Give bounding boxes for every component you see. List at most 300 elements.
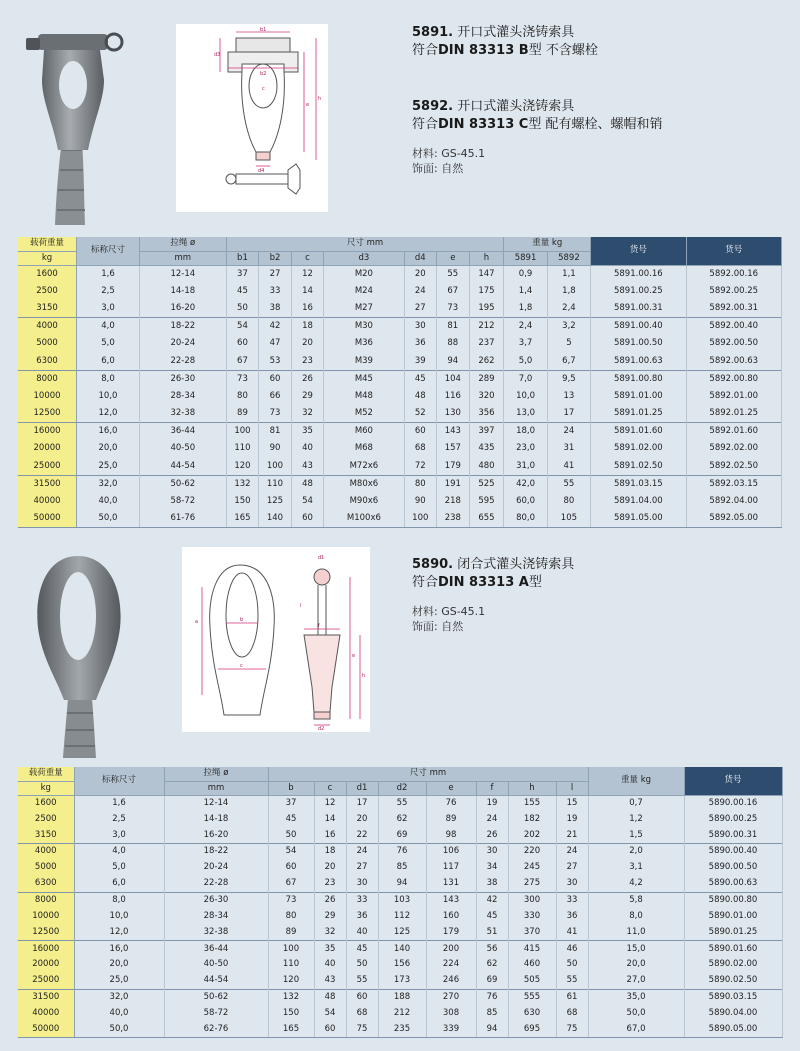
table-row <box>18 973 782 989</box>
table-cell: 2,5 <box>74 811 164 827</box>
header-rope-unit: mm <box>139 251 226 265</box>
table-cell: 40 <box>346 925 378 941</box>
table-cell: 20,0 <box>77 440 140 458</box>
table-cell: 50 <box>226 300 259 318</box>
table-cell-load: 3150 <box>18 300 77 318</box>
table-cell: 62 <box>378 811 426 827</box>
table-cell: 143 <box>437 423 470 441</box>
table-cell-load: 20000 <box>18 957 74 973</box>
table-cell: 16 <box>291 300 324 318</box>
table-cell-load: 8000 <box>18 370 77 388</box>
table-cell: 173 <box>378 973 426 989</box>
table-cell: 397 <box>469 423 504 441</box>
table-cell-load: 12500 <box>18 925 74 941</box>
table-row <box>18 458 782 476</box>
table-cell: 23,0 <box>504 440 547 458</box>
table-cell: 45 <box>404 370 437 388</box>
table-cell: 18 <box>314 844 346 860</box>
table-cell: 655 <box>469 510 504 528</box>
table-cell: 41 <box>547 458 590 476</box>
table-cell: 5892.04.00 <box>686 493 781 511</box>
product-title-5890: 5890. 闭合式灌头浇铸索具 <box>412 557 575 572</box>
table-cell: 22-28 <box>139 353 226 371</box>
table-cell: 630 <box>508 1005 556 1021</box>
table-cell: 40,0 <box>74 1005 164 1021</box>
table-cell: 125 <box>378 925 426 941</box>
table-cell: 200 <box>426 941 476 957</box>
table-cell: 308 <box>426 1005 476 1021</box>
header-rope-unit: mm <box>164 781 268 795</box>
table-cell: 157 <box>437 440 470 458</box>
table-cell: 5891.01.00 <box>591 388 686 406</box>
table-cell: 12-14 <box>164 795 268 811</box>
table-cell: 33 <box>556 892 588 908</box>
table-cell: 5890.00.16 <box>684 795 782 811</box>
table-cell: 14 <box>291 283 324 301</box>
table-cell: 26 <box>314 892 346 908</box>
table-cell: 5892.01.60 <box>686 423 781 441</box>
table-cell: 54 <box>268 844 314 860</box>
table-cell: 32,0 <box>74 989 164 1005</box>
table-cell: 48 <box>404 388 437 406</box>
table-cell: 120 <box>226 458 259 476</box>
table-cell: 16,0 <box>74 941 164 957</box>
table-cell: 5891.01.25 <box>591 405 686 423</box>
table-cell: 68 <box>556 1005 588 1021</box>
table-cell: 5890.00.63 <box>684 876 782 892</box>
table-cell: 61-76 <box>139 510 226 528</box>
table-cell: 20 <box>291 335 324 353</box>
table-cell: 56 <box>476 941 508 957</box>
table-cell-load: 5000 <box>18 335 77 353</box>
table-cell: 195 <box>469 300 504 318</box>
table-cell: 40,0 <box>77 493 140 511</box>
table-cell: 1,4 <box>504 283 547 301</box>
product-photo-5890 <box>20 548 135 758</box>
header-dim-e: e <box>437 251 470 265</box>
spec-table-5890 <box>18 767 783 1038</box>
table-cell: 40 <box>314 957 346 973</box>
table-cell-load: 10000 <box>18 388 77 406</box>
table-row <box>18 370 782 388</box>
material-text: 材料: GS-45.1 <box>412 147 486 160</box>
drawing-label-b: b <box>240 617 244 623</box>
table-cell: 10,0 <box>77 388 140 406</box>
table-cell: 21 <box>556 827 588 843</box>
table-cell-load: 31500 <box>18 475 77 493</box>
table-cell: 26 <box>291 370 324 388</box>
table-cell: 94 <box>476 1022 508 1038</box>
table-cell: 66 <box>259 388 292 406</box>
table-cell: 100 <box>226 423 259 441</box>
table-cell: 69 <box>476 973 508 989</box>
table-cell: 9,5 <box>547 370 590 388</box>
table-cell: 104 <box>437 370 470 388</box>
table-cell: 50,0 <box>74 1022 164 1038</box>
table-cell: 224 <box>426 957 476 973</box>
header-dimensions: 尺寸 mm <box>226 237 504 251</box>
table-cell: 75 <box>556 1022 588 1038</box>
table-cell: 106 <box>426 844 476 860</box>
table-cell: 5,0 <box>77 335 140 353</box>
table-cell: 132 <box>268 989 314 1005</box>
table-cell: 90 <box>259 440 292 458</box>
table-cell: 20 <box>346 811 378 827</box>
table-cell: 5891.00.80 <box>591 370 686 388</box>
table-cell: 50,0 <box>77 510 140 528</box>
table-cell: 5891.04.00 <box>591 493 686 511</box>
product-standard-5890: 符合DIN 83313 A型 <box>412 575 542 590</box>
table-cell: 182 <box>508 811 556 827</box>
table-cell: 72 <box>404 458 437 476</box>
table-cell: 27 <box>404 300 437 318</box>
table-cell: 202 <box>508 827 556 843</box>
table-cell: 5892.00.50 <box>686 335 781 353</box>
table-cell: 76 <box>378 844 426 860</box>
drawing-label-a: a <box>195 619 199 625</box>
table-cell: 62-76 <box>164 1022 268 1038</box>
header-load: 载荷重量 <box>18 767 74 781</box>
technical-drawing-5891-5892 <box>176 24 328 212</box>
table-cell: 20-24 <box>164 860 268 876</box>
table-cell: 80 <box>404 475 437 493</box>
table-cell: 26-30 <box>139 370 226 388</box>
table-cell: 19 <box>476 795 508 811</box>
table-cell: 5892.01.25 <box>686 405 781 423</box>
table-cell: 24 <box>476 811 508 827</box>
table-cell: 5891.00.63 <box>591 353 686 371</box>
table-cell: 33 <box>259 283 292 301</box>
table-cell: 67,0 <box>588 1022 684 1038</box>
drawing-label-e: e <box>352 653 356 659</box>
table-cell: 98 <box>426 827 476 843</box>
table-row <box>18 353 782 371</box>
table-cell: 80 <box>268 908 314 924</box>
table-cell: 191 <box>437 475 470 493</box>
table-cell: 10,0 <box>504 388 547 406</box>
table-cell: 370 <box>508 925 556 941</box>
table-cell: 505 <box>508 973 556 989</box>
table-cell: 81 <box>437 318 470 336</box>
table-cell: 110 <box>259 475 292 493</box>
table-cell: 40 <box>291 440 324 458</box>
table-cell: 89 <box>426 811 476 827</box>
table-cell: 100 <box>268 941 314 957</box>
table-cell: 150 <box>226 493 259 511</box>
table-cell: 480 <box>469 458 504 476</box>
table-cell: 143 <box>426 892 476 908</box>
table-cell: 5,8 <box>588 892 684 908</box>
product-title-5891: 5891. 开口式灌头浇铸索具 <box>412 25 575 40</box>
header-weight: 重量 kg <box>504 237 591 251</box>
table-cell: 132 <box>226 475 259 493</box>
table-row <box>18 1022 782 1038</box>
table-cell: 237 <box>469 335 504 353</box>
table-cell: 5891.00.50 <box>591 335 686 353</box>
table-cell: M20 <box>324 265 404 283</box>
table-cell: 15,0 <box>588 941 684 957</box>
table-cell-load: 20000 <box>18 440 77 458</box>
table-cell: 36 <box>556 908 588 924</box>
table-row <box>18 493 782 511</box>
table-cell: 32 <box>291 405 324 423</box>
table-cell: 212 <box>378 1005 426 1021</box>
table-row <box>18 908 782 924</box>
table-cell: 179 <box>426 925 476 941</box>
table-cell: 1,6 <box>74 795 164 811</box>
table-cell: 94 <box>378 876 426 892</box>
table-cell: 175 <box>469 283 504 301</box>
table-cell: 45 <box>346 941 378 957</box>
table-cell: 2,4 <box>547 300 590 318</box>
table-cell: 246 <box>426 973 476 989</box>
table-cell: 10,0 <box>74 908 164 924</box>
table-cell: 100 <box>259 458 292 476</box>
technical-drawing-5890 <box>182 547 370 732</box>
table-cell: 20,0 <box>74 957 164 973</box>
table-cell: 24 <box>547 423 590 441</box>
table-cell: 2,4 <box>504 318 547 336</box>
table-cell: 5891.05.00 <box>591 510 686 528</box>
table-cell-load: 40000 <box>18 1005 74 1021</box>
table-row <box>18 892 782 908</box>
table-cell: 45 <box>268 811 314 827</box>
table-cell: 165 <box>268 1022 314 1038</box>
table-cell: 73 <box>437 300 470 318</box>
table-cell: 50 <box>346 957 378 973</box>
table-cell: 76 <box>426 795 476 811</box>
table-cell: 69 <box>378 827 426 843</box>
table-cell: 88 <box>437 335 470 353</box>
drawing-label-d3: d3 <box>214 52 221 58</box>
table-cell: 51 <box>476 925 508 941</box>
table-cell: 5890.03.15 <box>684 989 782 1005</box>
table-cell: 140 <box>259 510 292 528</box>
header-weight: 重量 kg <box>588 767 684 795</box>
table-cell: 1,2 <box>588 811 684 827</box>
table-cell: 5890.01.60 <box>684 941 782 957</box>
table-cell: 460 <box>508 957 556 973</box>
header-dim-c: c <box>291 251 324 265</box>
table-cell-load: 1600 <box>18 265 77 283</box>
table-cell: 8,0 <box>588 908 684 924</box>
table-cell-load: 16000 <box>18 423 77 441</box>
table-cell: 5890.02.00 <box>684 957 782 973</box>
drawing-label-e: e <box>306 102 310 108</box>
table-cell: 80 <box>226 388 259 406</box>
table-cell: 435 <box>469 440 504 458</box>
table-cell: 42 <box>259 318 292 336</box>
table-cell-load: 3150 <box>18 827 74 843</box>
table-cell: 245 <box>508 860 556 876</box>
table-cell: M52 <box>324 405 404 423</box>
table-row <box>18 925 782 941</box>
table-cell: 262 <box>469 353 504 371</box>
table-cell: 5,0 <box>74 860 164 876</box>
table-cell: 5891.02.50 <box>591 458 686 476</box>
header-dim-h: h <box>469 251 504 265</box>
table-cell: 55 <box>437 265 470 283</box>
header-rope: 拉绳 ø <box>164 767 268 781</box>
table-cell: 28-34 <box>164 908 268 924</box>
table-cell: 110 <box>226 440 259 458</box>
table-cell-load: 6300 <box>18 353 77 371</box>
table-row <box>18 283 782 301</box>
drawing-label-c: c <box>262 86 265 92</box>
header-dim-l: l <box>556 781 588 795</box>
table-cell: 13,0 <box>504 405 547 423</box>
table-cell: 3,2 <box>547 318 590 336</box>
table-cell: 105 <box>547 510 590 528</box>
table-cell: 1,1 <box>547 265 590 283</box>
drawing-label-d4: d4 <box>258 168 265 174</box>
table-cell: 5890.00.31 <box>684 827 782 843</box>
table-cell: 5892.00.80 <box>686 370 781 388</box>
table-cell: 555 <box>508 989 556 1005</box>
table-cell: 18-22 <box>164 844 268 860</box>
table-cell-load: 25000 <box>18 458 77 476</box>
table-cell: 54 <box>291 493 324 511</box>
table-cell: 55 <box>346 973 378 989</box>
table-cell: 6,7 <box>547 353 590 371</box>
table-cell: 5892.00.63 <box>686 353 781 371</box>
table-cell: 3,7 <box>504 335 547 353</box>
table-cell: 30 <box>346 876 378 892</box>
table-cell: 300 <box>508 892 556 908</box>
table-cell: 80 <box>547 493 590 511</box>
table-cell: 4,0 <box>74 844 164 860</box>
table-row <box>18 318 782 336</box>
header-nominal: 标称尺寸 <box>74 767 164 795</box>
product-standard-5892: 符合DIN 83313 C型 配有螺栓、螺帽和销 <box>412 117 663 132</box>
header-dimensions: 尺寸 mm <box>268 767 588 781</box>
table-row <box>18 1005 782 1021</box>
table-cell: 33 <box>346 892 378 908</box>
table-cell: 11,0 <box>588 925 684 941</box>
header-dim-h: h <box>508 781 556 795</box>
table-cell: 330 <box>508 908 556 924</box>
table-cell: 20,0 <box>588 957 684 973</box>
table-cell: 38 <box>476 876 508 892</box>
table-cell: 36-44 <box>139 423 226 441</box>
table-cell: 5892.00.40 <box>686 318 781 336</box>
table-cell: 27 <box>259 265 292 283</box>
header-dim-d4: d4 <box>404 251 437 265</box>
table-cell: 1,6 <box>77 265 140 283</box>
table-cell: 415 <box>508 941 556 957</box>
table-cell: 60 <box>226 335 259 353</box>
table-cell: 73 <box>268 892 314 908</box>
table-cell: 54 <box>226 318 259 336</box>
table-cell: 5890.01.25 <box>684 925 782 941</box>
table-cell: 54 <box>314 1005 346 1021</box>
table-cell: 46 <box>556 941 588 957</box>
table-cell: 42 <box>476 892 508 908</box>
header-dim-f: f <box>476 781 508 795</box>
table-cell: 5890.01.00 <box>684 908 782 924</box>
table-row <box>18 989 782 1005</box>
table-cell: 5891.00.40 <box>591 318 686 336</box>
table-row <box>18 388 782 406</box>
table-cell: 103 <box>378 892 426 908</box>
table-cell: 44-54 <box>139 458 226 476</box>
header-load: 载荷重量 <box>18 237 77 251</box>
table-cell: 12,0 <box>74 925 164 941</box>
table-cell: 17 <box>547 405 590 423</box>
table-cell: 5890.04.00 <box>684 1005 782 1021</box>
header-article: 货号 <box>684 767 782 795</box>
header-dim-b2: b2 <box>259 251 292 265</box>
header-dim-d1: d1 <box>346 781 378 795</box>
table-cell: 5892.03.15 <box>686 475 781 493</box>
table-cell: 32 <box>314 925 346 941</box>
table-cell: 5892.00.31 <box>686 300 781 318</box>
header-article-5892: 货号 <box>686 237 781 265</box>
table-cell: 76 <box>476 989 508 1005</box>
table-cell: 40-50 <box>164 957 268 973</box>
table-cell: 73 <box>226 370 259 388</box>
table-cell: 61 <box>556 989 588 1005</box>
table-cell: 32-38 <box>164 925 268 941</box>
table-cell: 60 <box>259 370 292 388</box>
table-cell: 12 <box>291 265 324 283</box>
table-cell: M48 <box>324 388 404 406</box>
table-cell: 67 <box>226 353 259 371</box>
table-cell-load: 1600 <box>18 795 74 811</box>
table-cell-load: 12500 <box>18 405 77 423</box>
table-cell: 5892.00.25 <box>686 283 781 301</box>
table-cell: 22-28 <box>164 876 268 892</box>
product-title-5892: 5892. 开口式灌头浇铸索具 <box>412 99 575 114</box>
table-cell: 2,0 <box>588 844 684 860</box>
table-cell: M30 <box>324 318 404 336</box>
table-cell: 8,0 <box>77 370 140 388</box>
table-cell: 110 <box>268 957 314 973</box>
table-cell: 16-20 <box>164 827 268 843</box>
table-cell: 45 <box>226 283 259 301</box>
table-cell: 60 <box>268 860 314 876</box>
drawing-label-h: h <box>318 96 322 102</box>
finish-text: 饰面: 自然 <box>412 620 464 633</box>
table-cell: 160 <box>426 908 476 924</box>
table-cell: 62 <box>476 957 508 973</box>
table-cell: 5890.05.00 <box>684 1022 782 1038</box>
product-photo-5891-5892 <box>0 20 135 225</box>
table-cell: 218 <box>437 493 470 511</box>
table-cell: 13 <box>547 388 590 406</box>
drawing-label-c: c <box>240 663 243 669</box>
table-row <box>18 300 782 318</box>
table-cell: 32-38 <box>139 405 226 423</box>
table-cell: 3,0 <box>74 827 164 843</box>
table-cell: 1,8 <box>504 300 547 318</box>
table-cell: 60,0 <box>504 493 547 511</box>
table-row <box>18 335 782 353</box>
table-cell: 5890.00.50 <box>684 860 782 876</box>
table-cell: 5891.03.15 <box>591 475 686 493</box>
table-cell: 90 <box>404 493 437 511</box>
table-cell-load: 4000 <box>18 844 74 860</box>
header-load-unit: kg <box>18 251 77 265</box>
table-cell: 125 <box>259 493 292 511</box>
table-row <box>18 440 782 458</box>
table-cell: 18-22 <box>139 318 226 336</box>
table-cell: M72x6 <box>324 458 404 476</box>
table-cell: 29 <box>291 388 324 406</box>
table-cell: 20-24 <box>139 335 226 353</box>
drawing-label-b2: b2 <box>260 71 267 77</box>
table-cell: 25,0 <box>77 458 140 476</box>
